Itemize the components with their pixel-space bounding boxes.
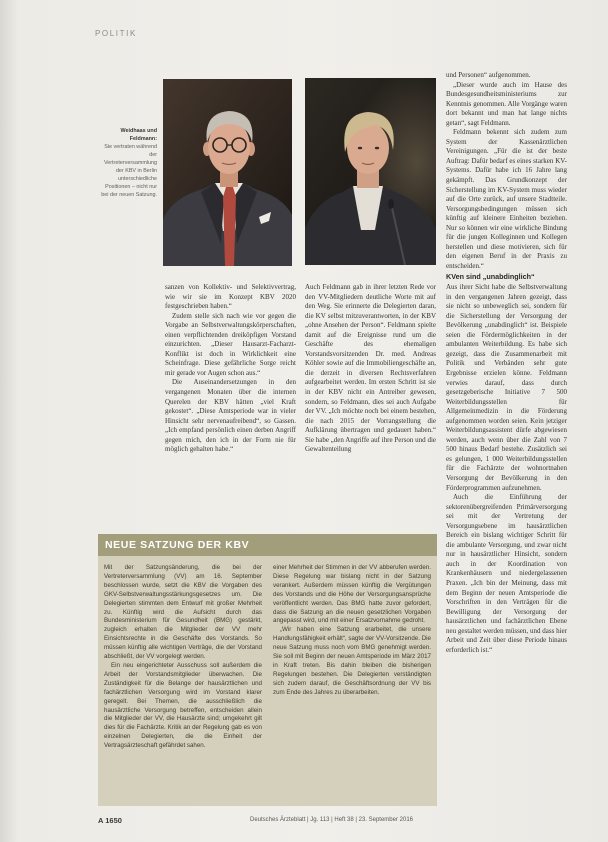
article-column-1	[165, 283, 296, 513]
paragraph: Die Auseinandersetzungen in den vergangenen Monaten über die internen Querelen der KBV hätten „viel Kraft gekostet“. „Diese Amtsperiode war in vieler Hinsicht sehr nervenaufreibend“, so Gassen. „Ich empfand persönlich einen derben Angriff gegen mich, den ich in der Form nie für möglich gehalten habe.“	[165, 378, 296, 454]
info-box-title: NEUE SATZUNG DER KBV	[105, 539, 250, 551]
portrait-photo-right	[305, 78, 436, 265]
info-box	[98, 534, 437, 806]
paragraph: Mit der Satzungsänderung, die bei der Vertreterversammlung (VV) am 16. September beschlossen wurde, setzt die KBV die Vorgaben des GKV-Selbstverwaltungsstärkungsgesetzes um. Die Delegierten stimmten dem Entwurf mit großer Mehrheit zu. Künftig wird die Aufsicht durch das Bundesministerium für Gesundheit (BMG) gestärkt, zugleich erhalten die Mitglieder der VV mehr Einsichtsrechte in die Geschäfte des Vorstands. So müssen künftig alle wichtigen Verträge, die der Vorstand abschließt, der VV vorgelegt werden.	[104, 564, 262, 661]
paragraph: Feldmann bekennt sich zudem zum System der Kassenärztlichen Vereinigungen. „Für die ist der beste Auftrag: Dafür bedarf es eines starken KV-Systems. Dafür habe ich 16 Jahre lang gekämpft. Das Grundkonzept der Sicherstellung im KV-System muss wieder auf die Orte zurück, auf unsere Stadtteile. Versorgungsbedingungen müssen sich künftig auf kleinere Einheiten beziehen. Nur so können wir eine wirkliche Bindung für die jungen Kolleginnen und Kollegen herstellen und diese motivieren, sich für den eigenen Beruf in der Praxis zu entscheiden.“	[446, 128, 567, 270]
paragraph: Ein neu eingerichteter Ausschuss soll außerdem die Arbeit der Vorstandsmitglieder überwachen. Die Zuständigkeit für die Belange der hausärztlichen und fachärztlichen Versorgung wird im Vorstand klarer geregelt. Bei Themen, die ausschließlich die hausärztliche Versorgung betreffen, entscheiden allein die Mitglieder der VV, die Hausärzte sind; umgekehrt gilt dies für die Fachärzte. Kritik an der Regelung gab es von einzelnen Delegierten, die die Einheit der Vertragsärzteschaft gefährdet sahen.	[104, 661, 262, 750]
info-box-column-right	[273, 564, 431, 800]
journal-footer: Deutsches Ärzteblatt | Jg. 113 | Heft 38 | 23. September 2016	[250, 817, 413, 823]
paragraph: „Dieser wurde auch im Hause des Bundesgesundheitsministeriums zur Kenntnis genommen. Alle Vorgänge waren dort bekannt und man hat lange nichts getan“, sagt Feldmann.	[446, 80, 567, 127]
paragraph: „Wir haben eine Satzung erarbeitet, die unsere Handlungsfähigkeit erhält“, sagte der VV-Vorsitzende. Die neue Satzung muss noch vom BMG genehmigt werden. Sie soll mit Beginn der neuen Amtsperiode im März 2017 in Kraft treten. Bis dahin bleiben die bisherigen Regelungen bestehen. Die Delegierten verständigten sich zudem darauf, die Geschäftsordnung der VV bis zum Ende des Jahres zu überarbeiten.	[273, 626, 431, 696]
paragraph: Aus ihrer Sicht habe die Selbstverwaltung in den vergangenen Jahren gezeigt, dass sie nicht so unbeweglich sei, sondern für die Sicherstellung der Versorgung der Bevölkerung „unabdinglich“ ist. Beispiele seien die Fördermöglichkeiten in der ambulanten Weiterbildung. Es habe sich gezeigt, dass die Zusammenarbeit mit Politik und Verbänden sehr gute Ergebnisse erzielen könne. Feldmann verwies darauf, dass durch gesetzgeberische Initiative 7 500 Weiterbildungsstellen für Allgemeinmedizin in die Förderung aufgenommen worden seien. Kein jetziger Weiterbildungsassistent dürfe abgewiesen werden, auch wenn über die Zahl von 7 500 hinaus Bedarf bestehe. Zusätzlich sei es gelungen, 1 000 Weiterbildungsstellen für die Fachärzte der wohnortnahen Versorgung der Bevölkerung in den Förderprogrammen aufzunehmen.	[446, 283, 567, 492]
info-box-header	[98, 534, 437, 556]
paragraph: Auch die Einführung der sektorenübergreifenden Primärversorgung sei mit der Vertretung der Versorgungsebene im hausärztlichen Bereich ein bislang wichtiger Schritt für die ambulante Versorgung, und zwar nicht nur in hausärztlicher Hinsicht, sondern auch in der Koordination von Krankenhäusern und niedergelassenen Praxen. „Ich bin der Meinung, dass mit dem Beginn der neuen Amtsperiode die Vorschriften in den Verträgen für die Bewilligung der Versorgung der hausärztlichen und fachärztlichen Ebene neu gestaltet werden müssen, und dass hier Arbeit und Zeit über diese Periode hinaus erforderlich ist.“	[446, 493, 567, 654]
portrait-photo-left	[163, 79, 292, 266]
paragraph: einer Mehrheit der Stimmen in der VV abberufen werden. Diese Regelung war bislang nicht in der Satzung verankert. Außerdem müssen künftig die Vergütungen des Vorstands und die Höhe der Versorgungsansprüche veröffentlicht werden. Das BMG hatte zuvor gefordert, dass die Satzung an die neuen gesetzlichen Vorgaben angepasst wird, und mit einer Ersatzvornahme gedroht.	[273, 564, 431, 625]
paragraph: Zudem stelle sich nach wie vor gegen die Vorgabe an Selbstverwaltungskörperschaften, einen verpflichtenden dreiköpfigen Vorstand einzurichten. „Dieser Hausarzt-Facharzt-Konflikt ist doch in Wirklichkeit eine Scheinfrage. Diese gefährliche Sorge reicht mir gerade vor Augen schon aus.“	[165, 311, 296, 377]
info-box-column-left	[104, 564, 262, 800]
paragraph: und Personen“ aufgenommen.	[446, 71, 531, 79]
caption-text: Sie vertraten während der Vertreterversammlung der KBV in Berlin unterschiedliche Positionen – nicht nur bei der neuen Satzung.	[101, 144, 157, 198]
paragraph: Auch Feldmann gab in ihrer letzten Rede vor den VV-Mitgliedern deutliche Worte mit auf den Weg. Sie erinnerte die Delegierten daran, die KV selbst mitzuverantworten, in der KBV „ohne Ansehen der Person“. Feldmann spielte damit auf die Ereignisse rund um die Geschäfte des ehemaligen Vorstandsvorsitzenden Dr. med. Andreas Köhler sowie auf die Immobiliengeschäfte an, die derzeit in diversen Rechtsverfahren aufgearbeitet werden. Im ersten Schritt ist sie in der KBV nicht ein Antreiber gewesen, sondern, so Feldmann, dies sei auch Aufgabe der VV. „Ich möchte noch bei einem bestehen, die nach 2015 der Vorrangstellung die Aufklärung übertragen und gedauert haben.“ Sie habe „den Angriffe auf ihre Person und die Gewaltenteilung	[305, 283, 436, 454]
page-number: A 1650	[98, 816, 122, 825]
photo-caption	[99, 127, 157, 273]
article-column-3	[446, 71, 567, 806]
subheading: KVen sind „unabdinglich“	[446, 272, 535, 282]
section-label: POLITIK	[95, 29, 137, 38]
caption-title: Weidhaas und Feldmann:	[120, 128, 157, 142]
paragraph: sanzen von Kollektiv- und Selektivvertrag, wie wir sie im Konzept KBV 2020 festgeschrieben haben.“	[165, 283, 296, 311]
article-column-2	[305, 283, 436, 513]
